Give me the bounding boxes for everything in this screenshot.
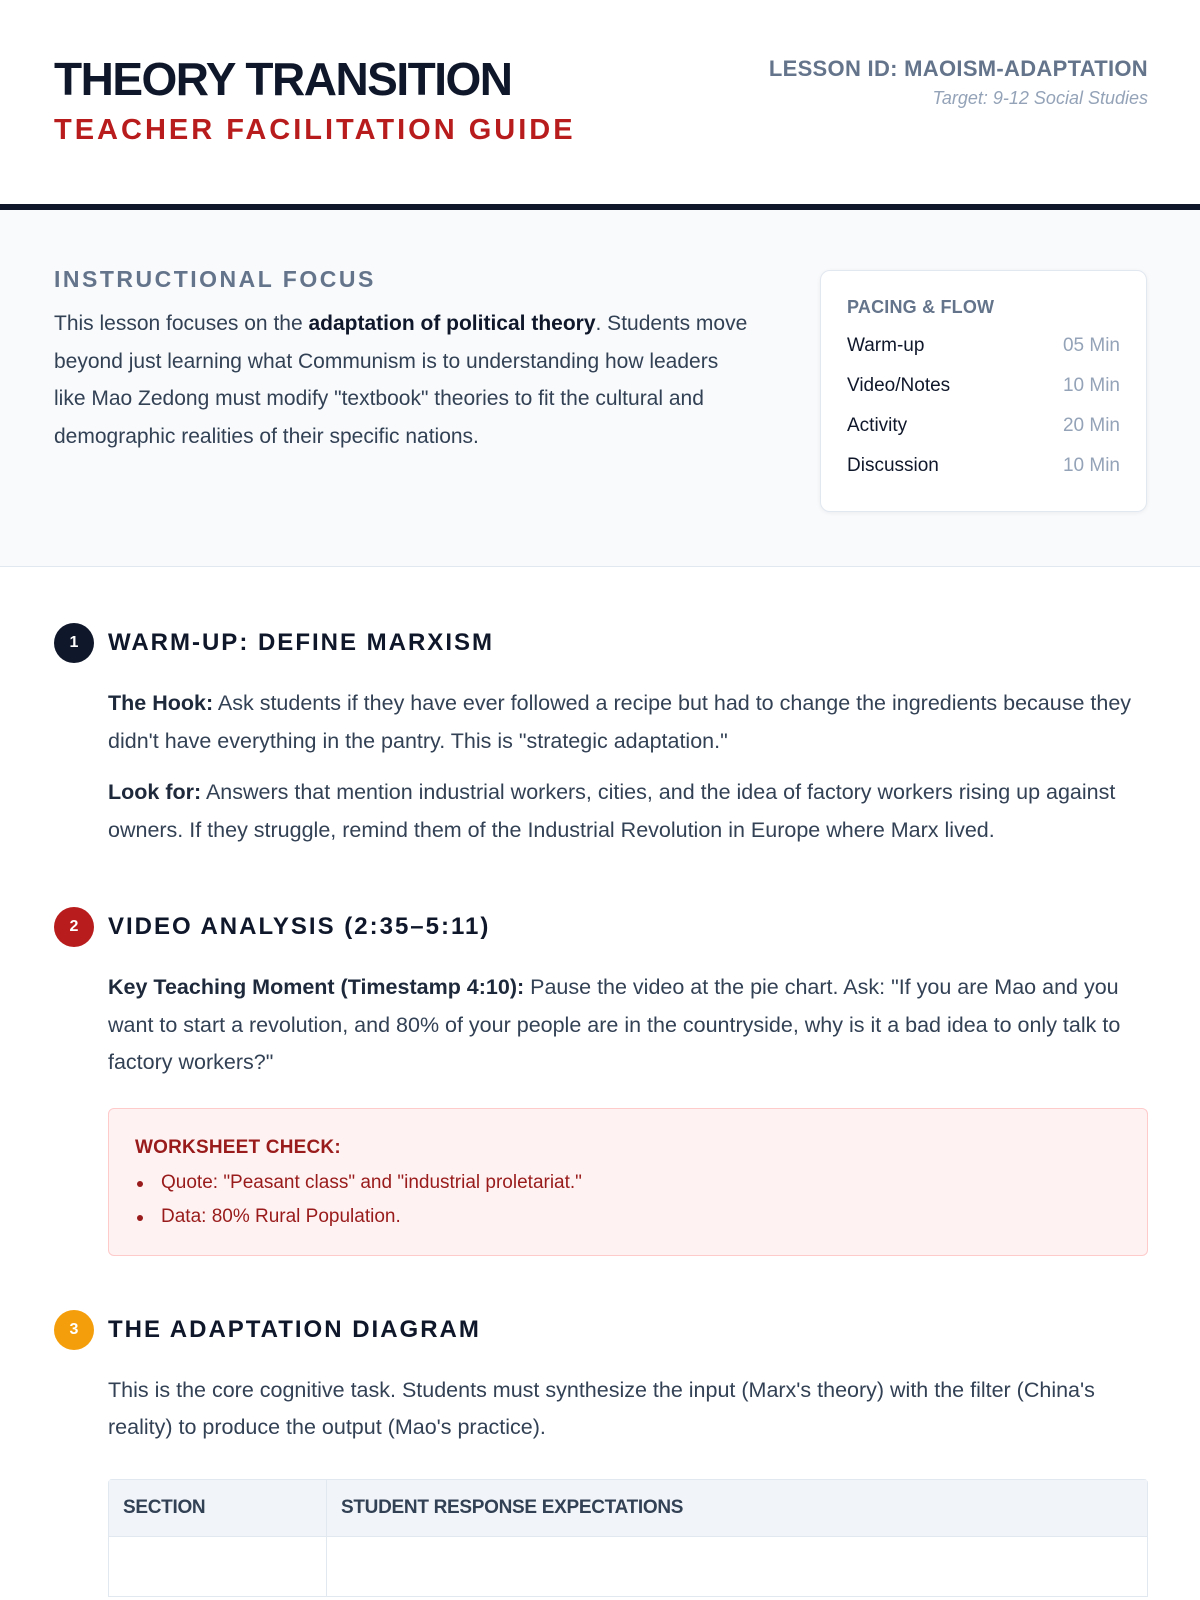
paragraph-text: Pause the video at the pie chart. Ask: "If you are Mao and you want to start a revolution, and 80% of your people are in the countryside, why is it a bad idea to only talk to factory workers?" <box>108 975 1121 1074</box>
pacing-row <box>847 406 1120 446</box>
table-row <box>109 1536 1147 1596</box>
section-header <box>54 1310 1148 1350</box>
paragraph-text: Answers that mention industrial workers, cities, and the idea of factory workers rising up against owners. If they struggle, remind them of the Industrial Revolution in Europe where Marx lived. <box>108 780 1116 842</box>
lesson-meta <box>769 56 1148 109</box>
paragraph-label: Look for: <box>108 780 202 804</box>
guide-header <box>0 0 1200 210</box>
focus-heading: INSTRUCTIONAL FOCUS <box>54 266 376 292</box>
pacing-activity: Video/Notes <box>847 375 951 396</box>
focus-body <box>54 305 754 455</box>
step-number-badge: 1 <box>54 623 94 663</box>
section-title: WARM-UP: DEFINE MARXISM <box>108 629 494 656</box>
pacing-card <box>820 270 1147 512</box>
section-warm-up <box>54 623 1148 849</box>
guide-subtitle: TEACHER FACILITATION GUIDE <box>54 114 576 146</box>
guide-title: THEORY TRANSITION <box>54 53 512 105</box>
focus-body-bold: adaptation of political theory <box>308 312 596 335</box>
table-header-section: SECTION <box>109 1480 327 1536</box>
table-cell <box>109 1537 327 1596</box>
callout-title: WORKSHEET CHECK: <box>135 1136 341 1158</box>
section-title: VIDEO ANALYSIS (2:35–5:11) <box>108 913 491 940</box>
lesson-id: LESSON ID: MAOISM-ADAPTATION <box>768 56 1148 81</box>
callout-item: Data: 80% Rural Population. <box>135 1200 1121 1234</box>
worksheet-check-callout <box>108 1108 1148 1256</box>
section-header <box>54 907 1148 947</box>
step-number-badge: 2 <box>54 907 94 947</box>
section-header <box>54 623 1148 663</box>
pacing-time: 10 Min <box>1062 455 1120 476</box>
step-number-badge: 3 <box>54 1310 94 1350</box>
paragraph-label: The Hook: <box>108 691 214 715</box>
pacing-activity: Discussion <box>847 455 939 476</box>
hook-paragraph <box>108 685 1148 760</box>
focus-body-post: . Students move beyond just learning what Communism is to understanding how leaders like Mao Zedong must modify "textbook" theories to fit the cultural and demographic realities of their specific nations. <box>54 312 748 448</box>
table-cell <box>327 1537 1147 1596</box>
section-body <box>108 969 1148 1256</box>
table-header-row <box>109 1480 1147 1536</box>
paragraph-text: Ask students if they have ever followed a recipe but had to change the ingredients because they didn't have everything in the pantry. This is "strategic adaptation." <box>108 691 1132 753</box>
instructional-focus-band <box>0 210 1200 567</box>
pacing-time: 05 Min <box>1062 335 1120 356</box>
pacing-time: 20 Min <box>1062 415 1120 436</box>
look-for-paragraph <box>108 774 1148 849</box>
section-body <box>108 1372 1148 1597</box>
section-body <box>108 685 1148 849</box>
guide-content <box>0 623 1200 1597</box>
pacing-time: 10 Min <box>1062 375 1120 396</box>
callout-list <box>135 1166 1121 1234</box>
pacing-activity: Activity <box>847 415 908 436</box>
pacing-activity: Warm-up <box>847 335 925 356</box>
core-task-paragraph: This is the core cognitive task. Students must synthesize the input (Marx's theory) with the filter (China's reality) to produce the output (Mao's practice). <box>108 1377 1095 1439</box>
table-header-expectations: STUDENT RESPONSE EXPECTATIONS <box>341 1496 684 1518</box>
teaching-moment-paragraph <box>108 969 1148 1082</box>
target-audience: Target: 9-12 Social Studies <box>932 88 1148 108</box>
pacing-row <box>847 326 1120 366</box>
section-adaptation-diagram <box>54 1310 1148 1597</box>
pacing-row <box>847 446 1120 486</box>
pacing-title: PACING & FLOW <box>847 297 995 317</box>
focus-body-pre: This lesson focuses on the <box>54 312 309 335</box>
instructional-focus <box>54 266 754 455</box>
expectations-table <box>108 1479 1148 1597</box>
section-video-analysis <box>54 907 1148 1256</box>
pacing-row <box>847 366 1120 406</box>
callout-item: Quote: "Peasant class" and "industrial proletariat." <box>135 1166 1121 1200</box>
paragraph-label: Key Teaching Moment (Timestamp 4:10): <box>108 975 525 999</box>
section-title: THE ADAPTATION DIAGRAM <box>108 1315 481 1343</box>
